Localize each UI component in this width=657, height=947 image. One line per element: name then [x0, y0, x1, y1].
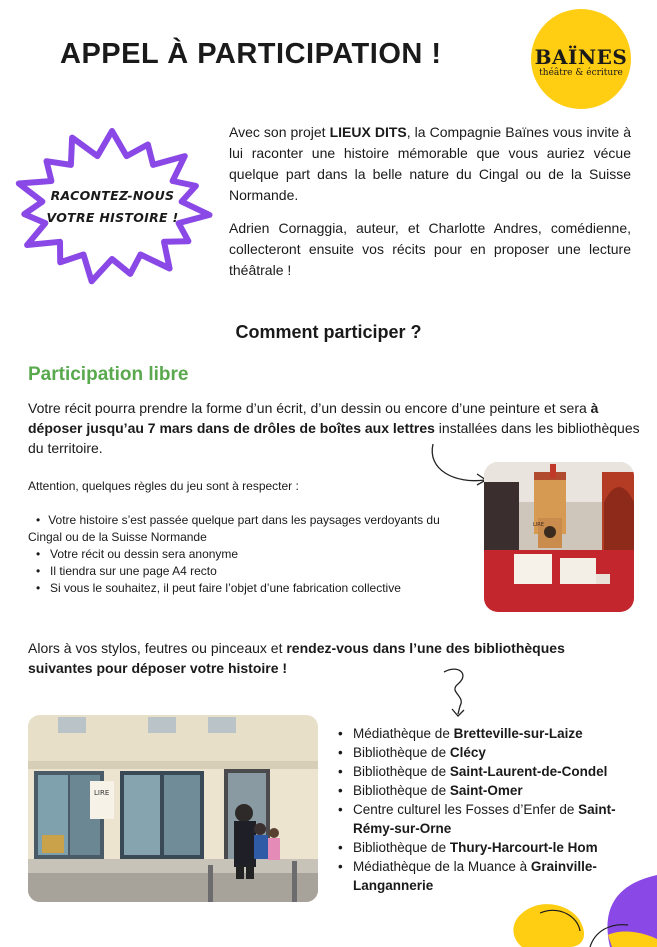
intro-text: [229, 122, 631, 281]
library-prefix: Bibliothèque de: [353, 783, 450, 798]
library-photo-image: [28, 715, 318, 902]
intro-text-c: , la Compagnie Baïnes vous invite à lui raconter une histoire mémorable que vous auriez vécue quelque part dans la belle nature du Cingal ou de la Suisse Normande.: [229, 124, 631, 203]
burst-text: [10, 185, 215, 229]
library-prefix: Médiathèque de la Muance à: [353, 859, 531, 874]
intro-paragraph-1: [229, 122, 631, 206]
library-photo: [28, 715, 318, 902]
library-prefix: Bibliothèque de: [353, 840, 450, 855]
body-text-bold: à déposer jusqu’au 7 mars dans de drôles de boîtes aux lettres: [28, 400, 599, 436]
logo-name: BAÏNES: [534, 45, 628, 69]
subsection-heading: Participation libre: [28, 364, 189, 385]
rdv-text-1: Alors à vos stylos, feutres ou pinceaux et: [28, 640, 287, 656]
library-sign: LIRE: [94, 789, 110, 797]
rules-intro: Attention, quelques règles du jeu sont à respecter :: [28, 479, 299, 493]
library-prefix: Médiathèque de: [353, 726, 454, 741]
library-place: Saint-Laurent-de-Condel: [449, 764, 608, 779]
rule-item: • Votre histoire s’est passée quelque part dans les paysages verdoyants du Cingal ou de la Suisse Normande: [28, 512, 468, 546]
library-prefix: Bibliothèque de: [353, 764, 450, 779]
burst-line-2: VOTRE HISTOIRE !: [46, 210, 179, 225]
body-text-3: installées dans les bibliothèques du territoire.: [28, 420, 640, 456]
intro-paragraph-2: Adrien Cornaggia, auteur, et Charlotte Andres, comédienne, collecteront ensuite vos récits pour en proposer une lecture théâtrale !: [229, 220, 631, 278]
library-item: [336, 800, 652, 838]
library-prefix: Centre culturel les Fosses d’Enfer de: [353, 802, 579, 817]
section-heading: Comment participer ?: [235, 322, 422, 342]
library-place: Saint-Rémy-sur-Orne: [353, 802, 616, 836]
rdv-text-bold: rendez-vous dans l’une des bibliothèques suivantes pour déposer votre histoire !: [28, 640, 565, 676]
page-title: APPEL À PARTICIPATION !: [60, 38, 442, 70]
library-place: Saint-Omer: [449, 783, 523, 798]
library-place: Clécy: [449, 745, 486, 760]
library-item: [336, 762, 652, 781]
library-place: Thury-Harcourt-le Hom: [449, 840, 598, 855]
rendezvous-paragraph: [28, 638, 588, 678]
mailbox-photo-image: [484, 462, 634, 612]
library-item: [336, 724, 652, 743]
body-text-1: Votre récit pourra prendre la forme d’un écrit, d’un dessin ou encore d’une peinture et sera: [28, 400, 591, 416]
rules-list: [28, 512, 468, 597]
library-place: Grainville-Langannerie: [353, 859, 597, 893]
company-logo: [531, 9, 631, 109]
loop-arrow-icon: [440, 666, 480, 721]
logo-subtitle: théâtre & écriture: [539, 68, 623, 78]
project-name: LIEUX DITS: [329, 124, 407, 140]
library-item: [336, 838, 652, 857]
library-item: [336, 743, 652, 762]
rule-item: • Il tiendra sur une page A4 recto: [28, 563, 468, 580]
intro-text-a: Avec son projet: [229, 124, 330, 140]
body-paragraph: [28, 398, 643, 458]
rule-item: • Votre récit ou dessin sera anonyme: [28, 546, 468, 563]
rule-item: • Si vous le souhaitez, il peut faire l’objet d’une fabrication collective: [28, 580, 468, 597]
library-prefix: Bibliothèque de: [353, 745, 450, 760]
decorative-shapes-icon: [500, 865, 657, 947]
mailbox-photo: [484, 462, 634, 612]
burst-line-1: RACONTEZ-NOUS: [50, 188, 175, 203]
library-place: Bretteville-sur-Laize: [453, 726, 583, 741]
library-item: [336, 781, 652, 800]
mailbox-sign: LIRE: [533, 522, 544, 528]
